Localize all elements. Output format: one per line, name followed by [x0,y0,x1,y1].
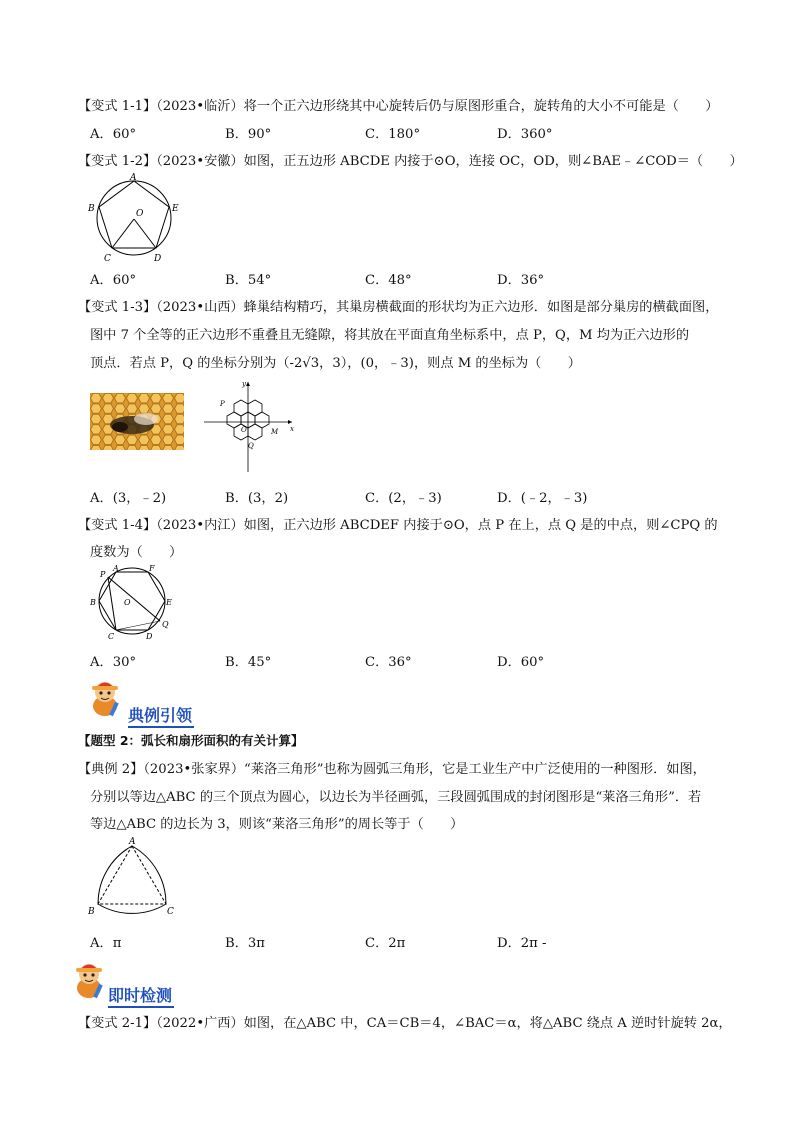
option-c: C．(2，﹣3) [365,491,442,506]
label-a: A [113,564,119,573]
label-a: A [129,837,136,847]
label-o: O [124,598,131,607]
question-1-3-line3: 顶点．若点 P，Q 的坐标分别为（-2√3，3），(0，﹣3)，则点 M 的坐标为（ ） [90,356,581,371]
label-o: O [241,426,247,434]
label-q: Q [162,620,169,629]
label-b: B [90,598,96,607]
question-1-4-line1: 【变式 1-4】（2023•内江）如图，正六边形 ABCDEF 内接于⊙O，点 P 在上，点 Q 是的中点，则∠CPQ 的 [78,518,718,533]
label-b: B [88,204,95,214]
option-b: B．90° [225,127,272,142]
label-x: x [290,425,294,433]
option-d: D．2π - [497,936,547,951]
label-c: C [108,632,115,641]
reuleaux-triangle-figure [86,834,186,920]
label-d: D [146,632,153,641]
option-a: A．30° [90,655,137,670]
label-y: y [242,380,246,388]
option-c: C．48° [365,273,412,288]
option-b: B．45° [225,655,272,670]
option-a: A．60° [90,127,137,142]
section-title-examples: 典例引领 [128,703,194,728]
label-o: O [136,209,144,219]
option-d: D．360° [497,127,553,142]
option-c: C．2π [365,936,406,951]
pentagon-circle-figure [86,172,186,264]
option-b: B．3π [225,936,265,951]
label-c: C [104,254,111,264]
option-c: C．36° [365,655,412,670]
hexagon-circle-figure [86,563,186,643]
question-2-1-text: 【变式 2-1】（2022•广西）如图，在△ABC 中，CA＝CB＝4，∠BAC＝α，将△ABC 绕点 A 逆时针旋转 2α， [78,1016,732,1031]
question-1-3-line2: 图中 7 个全等的正六边形不重叠且无缝隙，将其放在平面直角坐标系中，点 P，Q，M 均为正六边形的 [90,328,690,343]
label-c: C [167,907,174,917]
question-1-2-text: 【变式 1-2】（2023•安徽）如图，正五边形 ABCDE 内接于⊙O，连接 OC，OD，则∠BAE﹣∠COD＝（ ） [78,154,743,169]
question-1-3-line1: 【变式 1-3】（2023•山西）蜂巢结构精巧，其巢房横截面的形状均为正六边形．如图是部分巢房的横截面图， [78,300,719,315]
example-2-line1: 【典例 2】（2023•张家界）“莱洛三角形”也称为圆弧三角形，它是工业生产中广泛使用的一种图形．如图， [78,762,706,777]
question-1-4-line2: 度数为（ ） [90,545,183,560]
option-d: D．(﹣2，﹣3) [497,491,588,506]
label-d: D [154,254,162,264]
option-a: A．(3，﹣2) [90,491,167,506]
option-d: D．36° [497,273,545,288]
label-e: E [172,204,179,214]
option-b: B．54° [225,273,272,288]
hexagon-grid-figure [198,376,298,476]
label-p: P [100,570,106,579]
mascot-icon [88,676,122,718]
label-f: F [149,564,155,573]
question-1-1-text: 【变式 1-1】（2023•临沂）将一个正六边形绕其中心旋转后仍与原图形重合，旋转角的大小不可能是（ ） [78,99,719,114]
option-a: A．π [90,936,122,951]
option-d: D．60° [497,655,545,670]
mascot-icon [72,958,106,1000]
example-2-line3: 等边△ABC 的边长为 3，则该“莱洛三角形”的周长等于（ ） [90,817,464,832]
option-b: B．(3，2) [225,491,289,506]
option-c: C．180° [365,127,421,142]
example-2-line2: 分别以等边△ABC 的三个顶点为圆心，以边长为半径画弧，三段圆弧围成的封闭图形是“莱洛三角形”．若 [90,790,702,805]
label-e: E [166,598,172,607]
label-m: M [271,428,279,436]
type-2-title: 【题型 2：弧长和扇形面积的有关计算】 [78,733,304,748]
label-b: B [88,907,95,917]
honeycomb-photo [90,393,184,450]
section-title-quick-check: 即时检测 [108,983,174,1008]
option-a: A．60° [90,273,137,288]
label-p: P [220,400,225,408]
label-q: Q [248,442,254,450]
label-a: A [130,173,137,183]
